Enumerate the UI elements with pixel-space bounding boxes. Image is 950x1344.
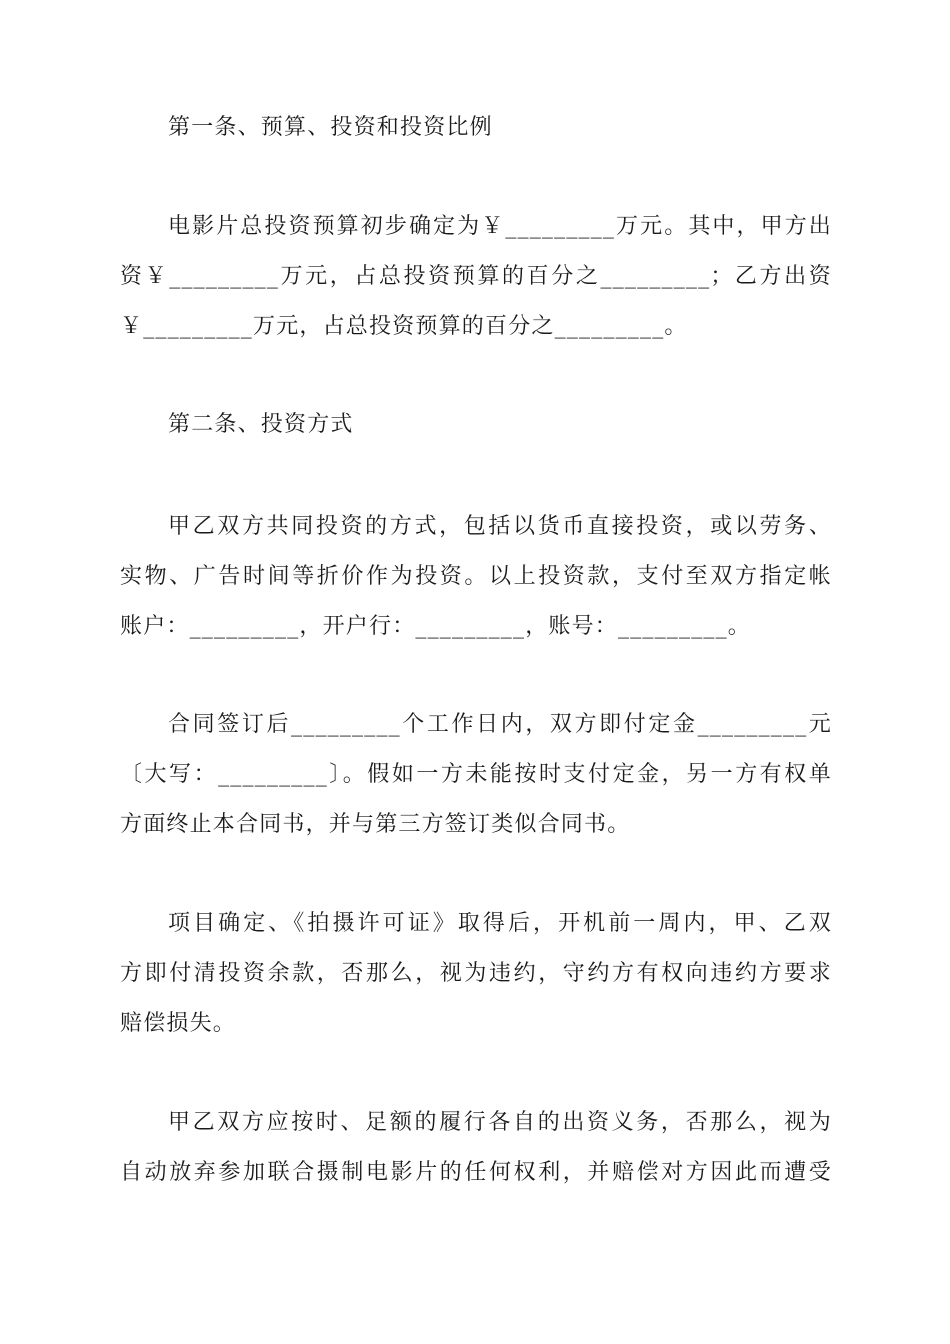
paragraph-line: 甲乙双方应按时、足额的履行各自的出资义务，否那么，视为 — [168, 1110, 832, 1135]
paragraph-line: 方面终止本合同书，并与第三方签订类似合同书。 — [120, 812, 631, 837]
paragraph-line: 〔大写：_________〕。假如一方未能按时支付定金，另一方有权单 — [120, 762, 832, 787]
paragraph-line: 账户：_________，开户行：_________，账号：_________。 — [120, 614, 752, 639]
section-heading-1: 第一条、预算、投资和投资比例 — [168, 115, 493, 140]
paragraph-line: 赔偿损失。 — [120, 1011, 237, 1036]
paragraph-line: 实物、广告时间等折价作为投资。以上投资款，支付至双方指定帐 — [120, 564, 832, 589]
section-heading-2: 第二条、投资方式 — [168, 412, 354, 437]
paragraph-line: 自动放弃参加联合摄制电影片的任何权利，并赔偿对方因此而遭受 — [120, 1160, 832, 1185]
paragraph-line: 电影片总投资预算初步确定为￥_________万元。其中，甲方出 — [168, 214, 832, 239]
paragraph-line: 项目确定、《拍摄许可证》取得后，开机前一周内，甲、乙双 — [168, 911, 832, 936]
paragraph-line: 甲乙双方共同投资的方式，包括以货币直接投资，或以劳务、 — [168, 514, 832, 539]
paragraph-line: ￥_________万元，占总投资预算的百分之_________。 — [120, 314, 688, 339]
paragraph-line: 合同签订后_________个工作日内，双方即付定金_________元 — [168, 712, 832, 737]
paragraph-line: 资￥_________万元，占总投资预算的百分之_________；乙方出资 — [120, 264, 832, 289]
paragraph-line: 方即付清投资余款，否那么，视为违约，守约方有权向违约方要求 — [120, 961, 832, 986]
